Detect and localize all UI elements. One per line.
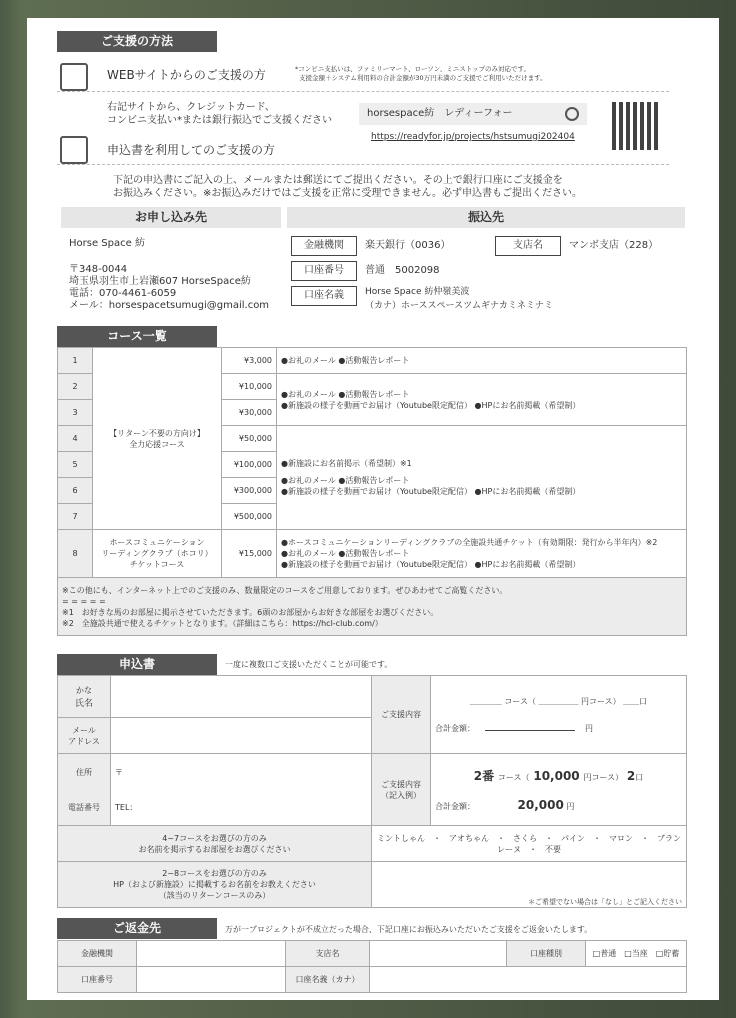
branch-value: マンボ支店（228） (569, 240, 659, 251)
course-price: ¥3,000 (222, 348, 277, 374)
support-method-header: ご支援の方法 (57, 31, 217, 52)
bank-value: 楽天銀行（0036） (365, 240, 451, 251)
course-group-a: 【リターン不要の方向け】 全力応援コース (93, 348, 222, 530)
course-list-header: コース一覧 (57, 326, 217, 347)
web-note1: *コンビニ支払いは、ファミリーマート、ローソン、ミニストップのみ対応です。 (295, 65, 531, 73)
applicant-email: メール：horsespacetsumugi@gmail.com (69, 300, 270, 311)
room-options[interactable]: ミントしゃん ・ アオちゃん ・ さくら ・ パイン ・ マロン ・ ブランレーヌ ・ 不要 (372, 826, 687, 862)
transfer-header: 振込先 (287, 207, 685, 228)
refund-header: ご返金先 (57, 918, 217, 939)
account-label: 口座番号 (291, 261, 357, 281)
branch-label: 支店名 (495, 236, 561, 256)
web-title: WEBサイトからのご支援の方 (107, 68, 266, 82)
form-desc1: 下記の申込書にご記入の上、メールまたは郵送にてご提出ください。その上で銀行口座にご支援金を (113, 175, 563, 186)
search-icon (565, 107, 579, 121)
divider (57, 91, 669, 92)
web-desc2: コンビニ支払い*または銀行振込でご支援ください (107, 115, 332, 126)
project-url[interactable]: https://readyfor.jp/projects/hstsumugi202404 (371, 132, 575, 142)
name-field[interactable] (111, 676, 372, 718)
laptop-icon (60, 63, 88, 91)
email-field[interactable] (111, 718, 372, 754)
course-no: 1 (58, 348, 93, 374)
applicant-address: 埼玉県羽生市上岩瀬607 HorseSpace紡 (69, 276, 251, 287)
web-note2: 支援金額＋システム利用料の合計金額が30万円未満のご支援でご利用いただけます。 (299, 74, 547, 82)
applicant-header: お申し込み先 (61, 207, 281, 228)
refund-table: 金融機関 支店名 口座種別 □普通 □当座 □貯蓄 口座番号 口座名義（カナ） (57, 940, 687, 993)
application-header: 申込書 (57, 654, 217, 675)
application-table: かな 氏名 ご支援内容 ＿＿＿＿ コース（ ＿＿＿＿＿ 円コース） ＿＿口 合計金額： 円 メール アドレス 住所 電話番号 〒 TEL： ご支援内容 （記入例） 2番 コース（ 10,000 円コース） 2口 合計金額： 20,000 円 4~7コースをお選びの方のみ お名前を掲示するお部屋をお選びください ミントしゃん ・ アオちゃん ・ さくら ・ パイン ・ マロン ・ ブランレーヌ ・ 不要 2~8コースをお選びの方のみ HP（および新施設）に掲載するお名前をお教えください （該当のリターンコースのみ） ＊ご希望でない場合は「なし」とご記入ください (57, 675, 687, 908)
holder-value1: Horse Space 紡仲嶺美波 (365, 287, 470, 297)
refund-note: 万が一プロジェクトが不成立だった場合、下記口座にお振込みいただいたご支援をご返金いたします。 (225, 925, 593, 934)
hp-name-field[interactable]: ＊ご希望でない場合は「なし」とご記入ください (372, 862, 687, 908)
applicant-name: Horse Space 紡 (69, 238, 145, 249)
donation-form-page (27, 18, 719, 1000)
search-box[interactable] (359, 103, 587, 125)
applicant-phone: 電話：070-4461-6059 (69, 288, 177, 299)
form-pen-icon (60, 136, 88, 164)
divider (57, 164, 669, 165)
search-text: horsespace紡 レディーフォー (367, 108, 513, 119)
application-note: 一度に複数口ご支援いただくことが可能です。 (225, 660, 393, 669)
return-1: ●お礼のメール ●活動報告レポート (277, 348, 687, 374)
course-group-b: ホースコミュニケーション リーディングクラブ（ホコリ） チケットコース (93, 530, 222, 578)
holder-value2: （カナ）ホーススペースツムギナカミネミナミ (365, 301, 553, 311)
account-value: 普通 5002098 (365, 265, 440, 276)
qr-code (612, 102, 660, 150)
address-field[interactable]: 〒 TEL： (111, 754, 372, 826)
holder-label: 口座名義 (291, 286, 357, 306)
applicant-zip: 〒348-0044 (69, 264, 128, 275)
bank-label: 金融機関 (291, 236, 357, 256)
form-desc2: お振込みください。※お振込みだけではご支援を正常に受理できません。必ず申込書もご提出ください。 (113, 188, 582, 199)
web-desc1: 右記サイトから、クレジットカード、 (107, 102, 275, 113)
form-title: 申込書を利用してのご支援の方 (107, 143, 276, 157)
course-table: 1 【リターン不要の方向け】 全力応援コース ¥3,000 ●お礼のメール ●活動報告レポート 2 ¥10,000 ●お礼のメール ●活動報告レポート ●新施設の様子を動画でお届け（Youtube限定配信） ●HPにお名前掲載（希望制） 3 ¥30,000 4 ¥50,000 ●新施設にお名前掲示（希望制）※1 ●お礼のメール ●活動報告レポート ●新施設の様子を動画でお届け（Youtube限定配信） ●HPにお名前掲載（希望制） 5 ¥100,000 6 ¥300,000 7 ¥500,000 8 ホースコミュニケーション リーディングクラブ（ホコリ） チケットコース ¥15,000 ●ホースコミュニケーションリーディングクラブの全施設共通チケット（有効期限：発行から半年内）※2 ●お礼のメール ●活動報告レポート ●新施設の様子を動画でお届け（Youtube限定配信） ●HPにお名前掲載（希望制） ※この他にも、インターネット上でのご支援のみ、数量限定のコースをご用意しております。ぜひあわせてご高覧ください。 = = = = = ※1 お好きな馬のお部屋に掲示させていただきます。6頭のお部屋からお好きな部屋をお選びください。 ※2 全施設共通で使えるチケットとなります。（詳細はこちら：https://hcl-club.com/） (57, 347, 687, 636)
